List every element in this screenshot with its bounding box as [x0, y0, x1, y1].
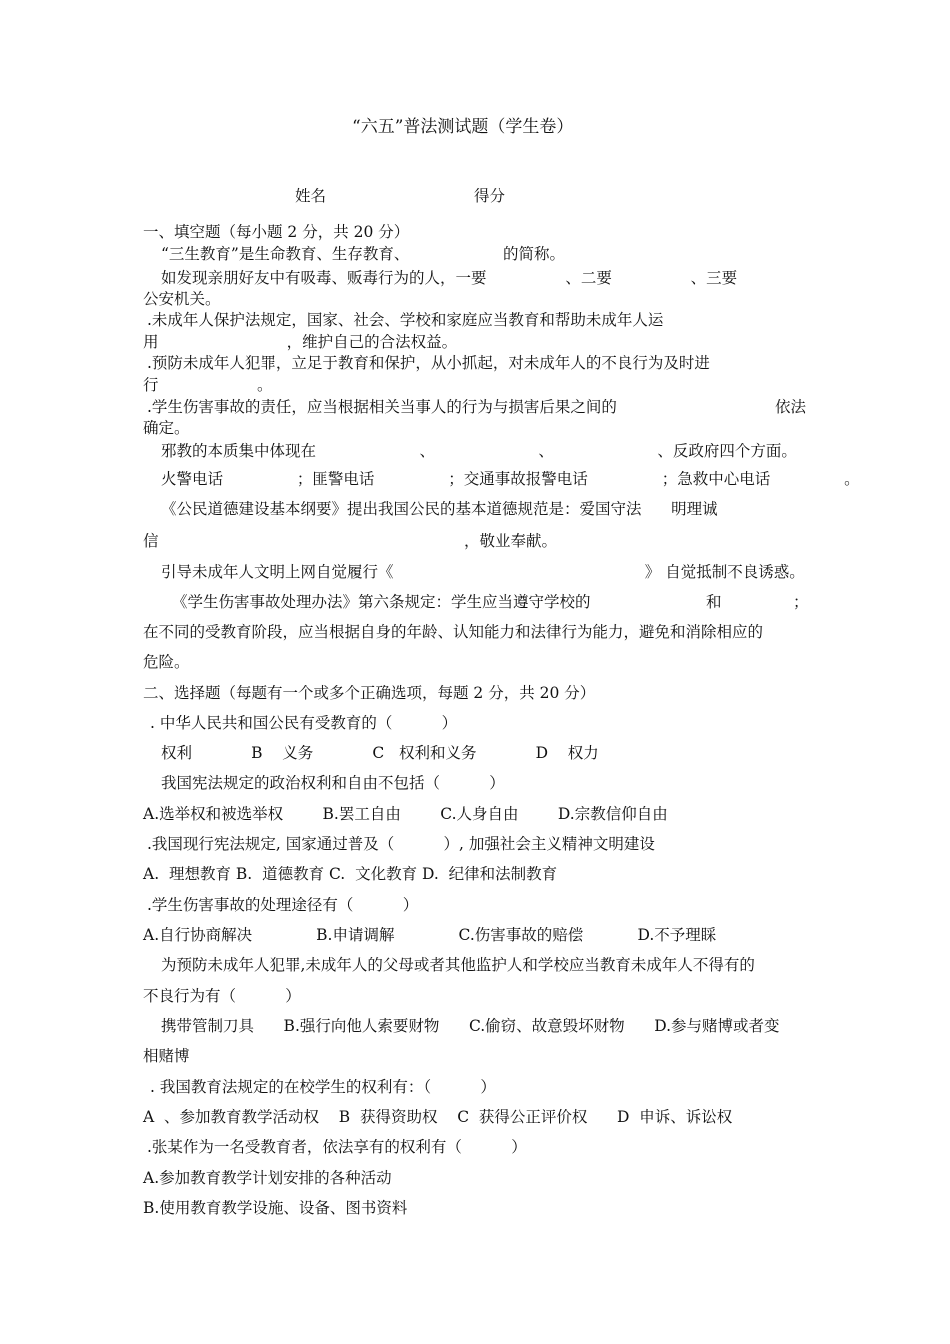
- option-line: 携带管制刀具 B.强行向他人索要财物 C.偷窃、故意毁坏财物 D.参与赌博或者变: [161, 1017, 780, 1035]
- question-line: 不良行为有（ ）: [143, 987, 301, 1005]
- question-line: 信 ，敬业奉献。: [143, 532, 557, 550]
- question-line: . 我国教育法规定的在校学生的权利有：（ ）: [150, 1078, 496, 1096]
- question-line: 确定。: [143, 419, 190, 437]
- question-line: 用 ，维护自己的合法权益。: [143, 333, 458, 351]
- section-heading-fill-blank: 一、填空题（每小题 2 分，共 20 分）: [143, 223, 410, 241]
- question-line: 行 。: [143, 376, 273, 394]
- option-line: A 、参加教育教学活动权 B 获得资助权 C 获得公正评价权 D 申诉、诉讼权: [143, 1108, 733, 1126]
- name-label: 姓名: [295, 187, 327, 205]
- option-line: A. 理想教育 B. 道德教育 C. 文化教育 D. 纪律和法制教育: [143, 865, 558, 883]
- score-label: 得分: [474, 187, 506, 205]
- question-line: . 中华人民共和国公民有受教育的（ ）: [150, 714, 458, 732]
- question-line: .未成年人保护法规定，国家、社会、学校和家庭应当教育和帮助未成年人运: [147, 311, 664, 329]
- question-line: 公安机关。: [143, 290, 221, 308]
- option-line: 权利 B 义务 C 权利和义务 D 权力: [161, 744, 599, 762]
- option-line: A.参加教育教学计划安排的各种活动: [143, 1169, 392, 1187]
- option-line: A.自行协商解决 B.申请调解 C.伤害事故的赔偿 D.不予理睬: [143, 926, 717, 944]
- question-line: 为预防未成年人犯罪,未成年人的父母或者其他监护人和学校应当教育未成年人不得有的: [161, 956, 755, 974]
- question-line: .张某作为一名受教育者，依法享有的权利有（ ）: [147, 1138, 527, 1156]
- page-title: “六五”普法测试题（学生卷）: [352, 117, 574, 137]
- question-line: 危险。: [143, 653, 190, 671]
- question-line: .我国现行宪法规定, 国家通过普及（ ）, 加强社会主义精神文明建设: [147, 835, 655, 853]
- question-line: 《学生伤害事故处理办法》第六条规定：学生应当遵守学校的: [172, 593, 591, 611]
- option-line: A.选举权和被选举权 B.罢工自由 C.人身自由 D.宗教信仰自由: [143, 805, 668, 823]
- question-line: 引导未成年人文明上网自觉履行《 》 自觉抵制不良诱惑。: [161, 563, 805, 581]
- question-line: 我国宪法规定的政治权利和自由不包括（ ）: [161, 774, 505, 792]
- question-line: 《公民道德建设基本纲要》提出我国公民的基本道德规范是：爱国守法 明理诚: [161, 500, 718, 518]
- question-line: 邪教的本质集中体现在 、 、 、反政府四个方面。: [161, 442, 797, 460]
- option-line: 相赌博: [143, 1047, 190, 1065]
- section-heading-multiple-choice: 二、选择题（每题有一个或多个正确选项，每题 2 分，共 20 分）: [143, 684, 596, 702]
- question-line: .学生伤害事故的责任，应当根据相关当事人的行为与损害后果之间的: [147, 398, 617, 416]
- question-line: 在不同的受教育阶段，应当根据自身的年龄、认知能力和法律行为能力，避免和消除相应的: [143, 623, 764, 641]
- question-line: .学生伤害事故的处理途径有（ ）: [147, 896, 419, 914]
- question-line-fragment: 和: [706, 593, 722, 611]
- question-line: 如发现亲朋好友中有吸毒、贩毒行为的人，一要 、二要 、三要: [161, 269, 738, 287]
- question-line-fragment: 依法: [775, 398, 807, 416]
- option-line: B.使用教育教学设施、设备、图书资料: [143, 1199, 408, 1217]
- question-line: 火警电话 ；匪警电话 ；交通事故报警电话 ；急救中心电话 。: [161, 470, 860, 488]
- question-line-fragment: ；: [793, 593, 809, 611]
- question-line: .预防未成年人犯罪，立足于教育和保护，从小抓起，对未成年人的不良行为及时进: [147, 354, 710, 372]
- question-line: “三生教育”是生命教育、生存教育、 的简称。: [161, 245, 565, 263]
